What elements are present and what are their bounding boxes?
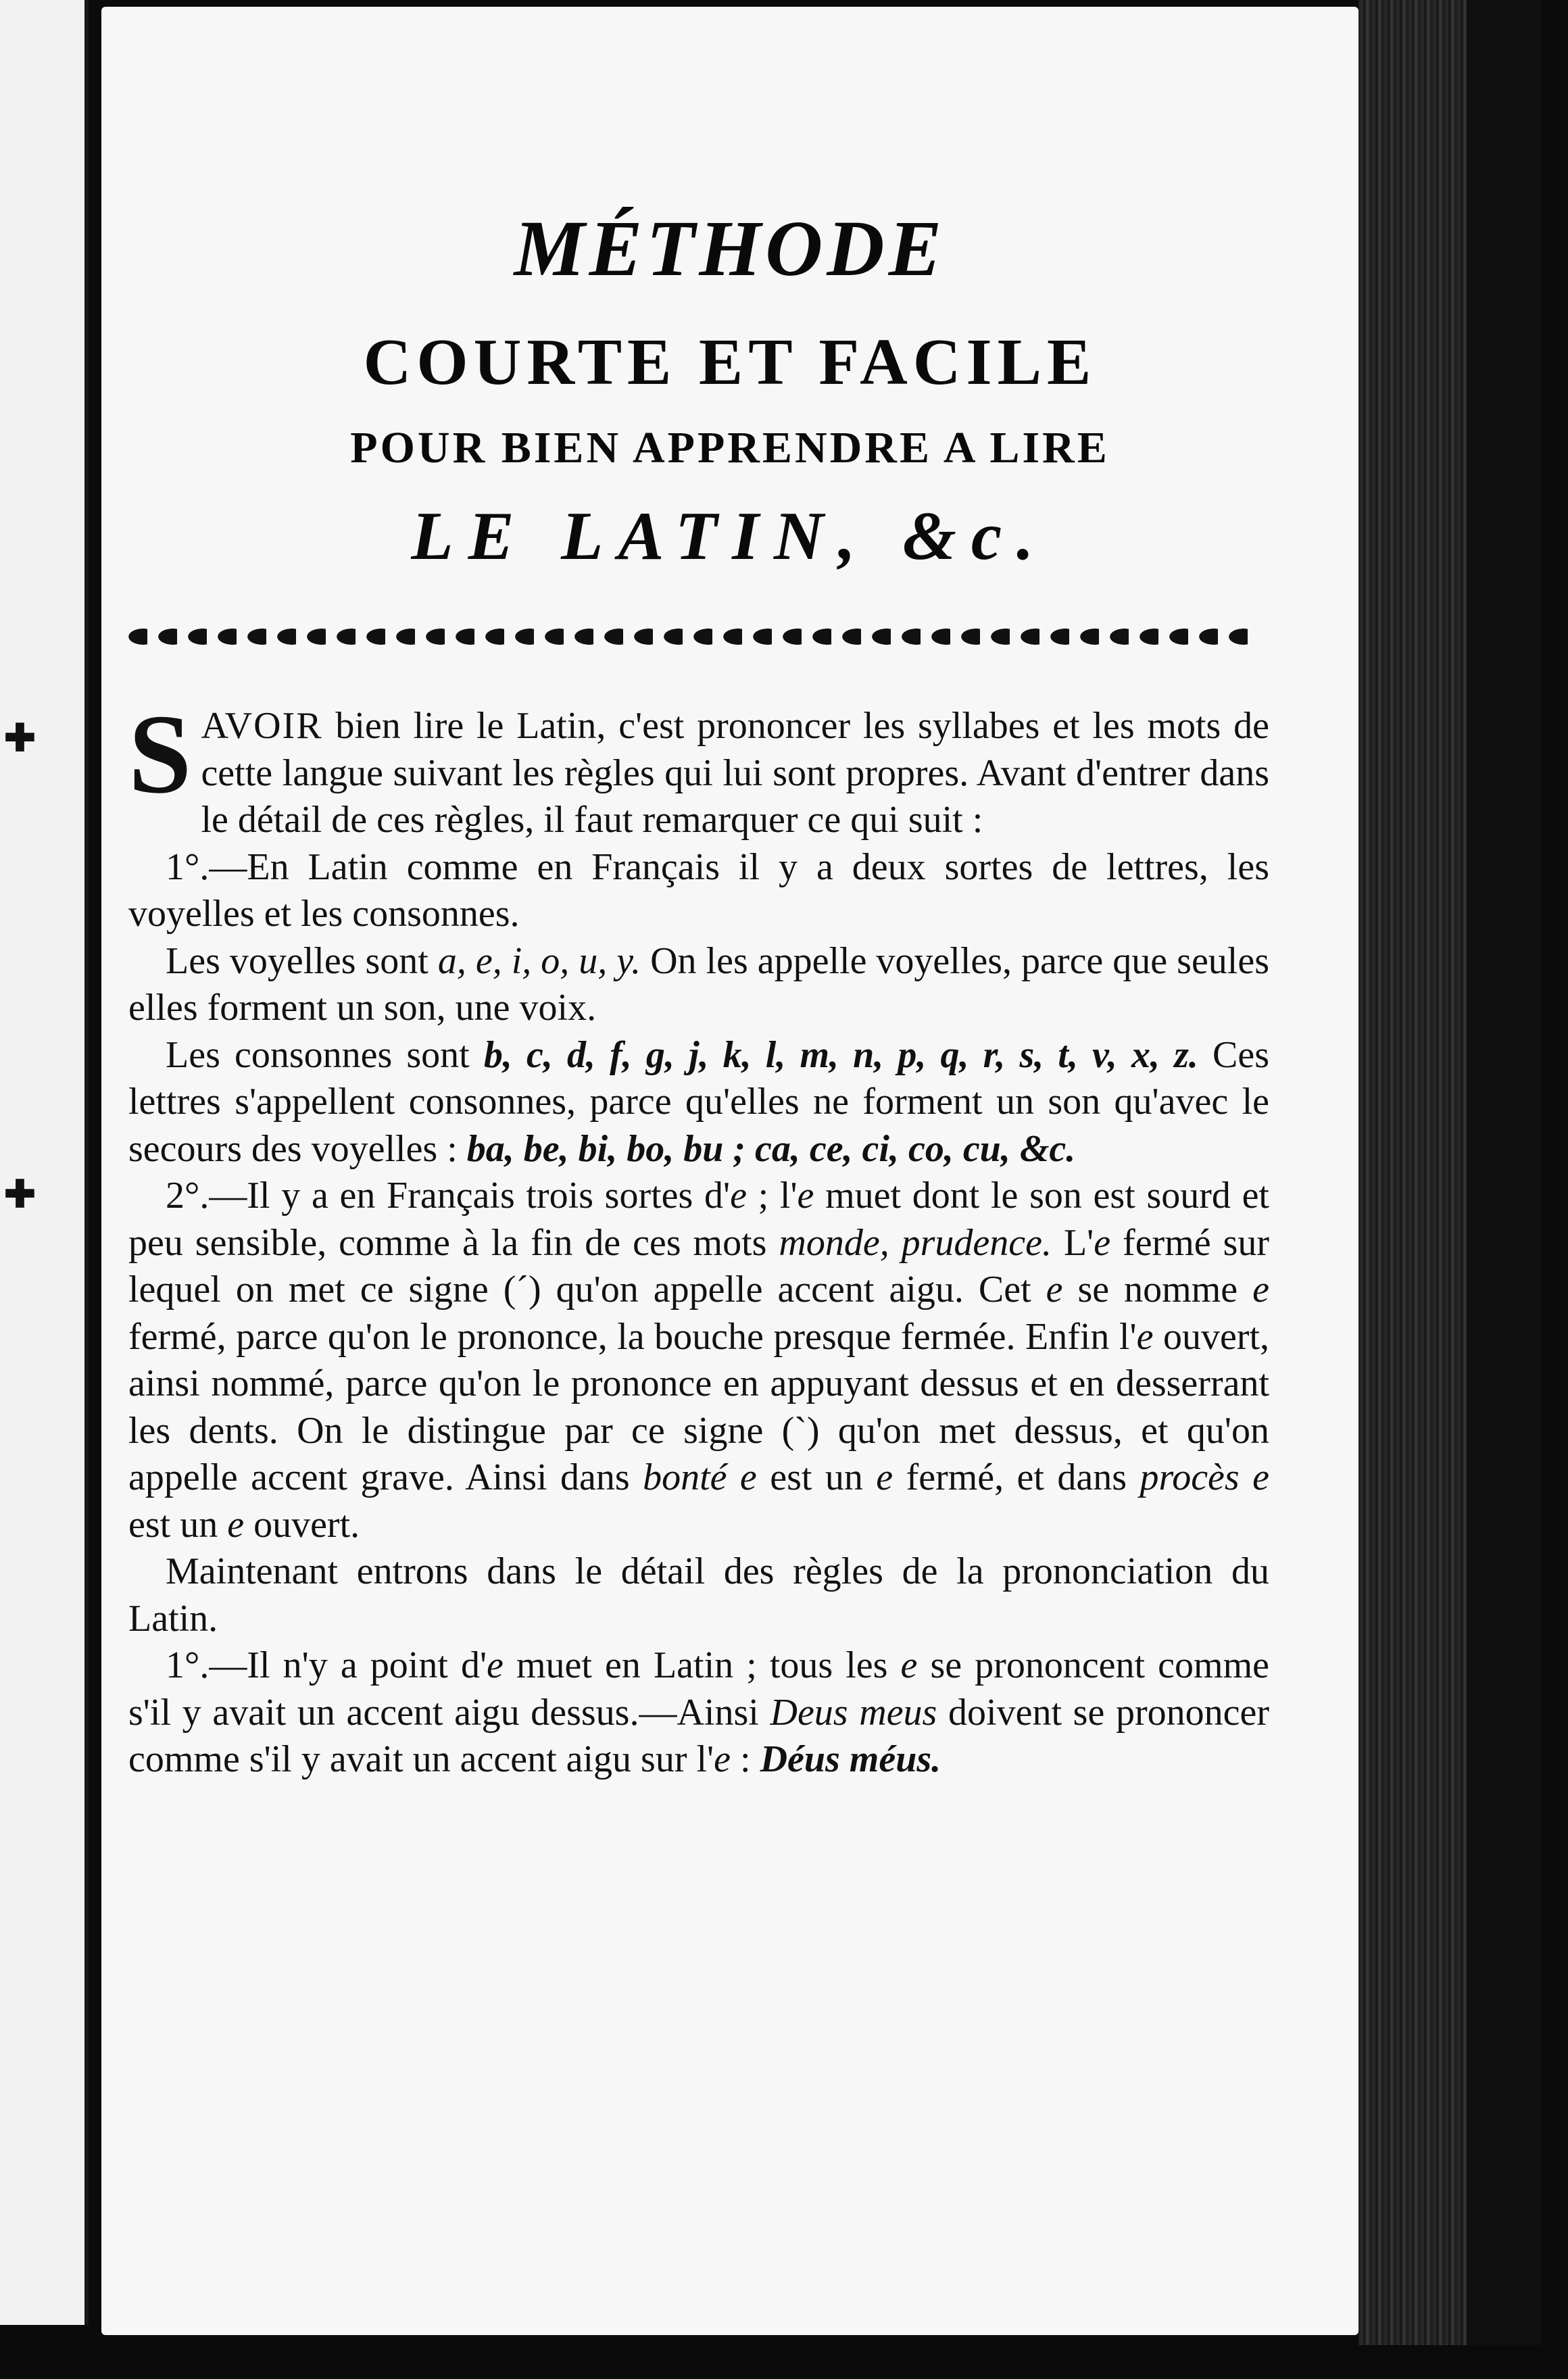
paragraph-6: Maintenant entrons dans le détail des règles de la prononciation du Latin.: [128, 1550, 1269, 1640]
margin-cross-mark: ✚: [4, 718, 36, 760]
italic-text: e: [714, 1738, 731, 1780]
paragraph-4: [128, 1032, 1269, 1173]
italic-text: Deus meus: [770, 1691, 937, 1734]
title-line-2: COURTE ET FACILE: [363, 326, 1097, 399]
italic-text: ba, be, bi, bo, bu ; ca, ce, ci, co, cu, &c.: [466, 1127, 1076, 1170]
paragraph-5: [128, 1173, 1269, 1548]
body-text: [128, 691, 1270, 1784]
italic-text: e: [876, 1456, 893, 1498]
italic-text: procès e: [1140, 1456, 1269, 1498]
italic-text: e: [1136, 1315, 1154, 1358]
title-line-4: LE LATIN, &c.: [411, 498, 1049, 574]
italic-text: monde, prudence.: [779, 1221, 1052, 1264]
ornamental-rule: [128, 625, 1257, 648]
text: ; l': [746, 1175, 798, 1217]
text: est un: [128, 1503, 228, 1546]
paragraph-3: [128, 938, 1269, 1032]
text: ouvert, ainsi nommé, parce qu'on le prononce en appuyant dessus et en desserrant les dents. On le distingue par ce signe (`) qu'on met dessus, et qu'on appelle accent grave. Ainsi dans: [128, 1315, 1269, 1498]
italic-text: bonté e: [643, 1456, 757, 1498]
text: fermé sur lequel on met ce signe (´) qu'on appelle accent aigu. Cet: [128, 1221, 1270, 1310]
small-caps-word: AVOIR: [201, 705, 323, 747]
text: se nomme: [1062, 1269, 1253, 1310]
italic-text: e: [1094, 1221, 1111, 1264]
text: 1°.—Il n'y a point d': [166, 1644, 487, 1686]
text: doivent se prononcer comme s'il y avait un accent aigu sur l': [128, 1691, 1269, 1780]
text: On les appelle voyelles, parce que seules elles forment un son, une voix.: [128, 939, 1270, 1029]
text: Ces lettres s'appellent consonnes, parce qu'elles ne forment un son qu'avec le secours des voyelles :: [128, 1033, 1269, 1170]
text: est un: [756, 1456, 877, 1498]
italic-text: e: [900, 1644, 918, 1686]
text: fermé, parce qu'on le prononce, la bouche presque fermée. Enfin l': [128, 1315, 1137, 1358]
facing-page-edge: [0, 0, 89, 2325]
italic-text: e: [1046, 1269, 1063, 1310]
drop-cap: S: [128, 691, 192, 817]
text: 2°.—Il y a en Français trois sortes d': [166, 1175, 731, 1217]
book-page-edge: [1358, 0, 1541, 2345]
text: muet dont le son est sourd et peu sensible, comme à la fin de ces mots: [128, 1175, 1269, 1264]
paragraph-7: [128, 1642, 1269, 1784]
title-line-1: MÉTHODE: [514, 204, 946, 293]
italic-text: e: [227, 1503, 245, 1546]
paragraph-2: 1°.—En Latin comme en Français il y a deux sortes de lettres, les voyelles et les consonnes.: [128, 845, 1269, 935]
margin-cross-mark: ✚: [4, 1174, 36, 1216]
text: bien lire le Latin, c'est prononcer les syllabes et les mots de cette langue suivant les règles qui lui sont propres. Avant d'entrer dans le détail de ces règles, il faut remarquer ce qui suit :: [201, 705, 1269, 841]
italic-text: e: [797, 1175, 814, 1217]
text: Les voyelles sont: [166, 939, 438, 982]
paragraph-1: [128, 691, 1269, 844]
text: se prononcent comme s'il y avait un accent aigu dessus.—Ainsi: [128, 1644, 1269, 1734]
italic-text: e: [1252, 1269, 1269, 1310]
text: Les consonnes sont: [166, 1033, 484, 1076]
text: :: [731, 1738, 760, 1780]
italic-text: e: [487, 1644, 504, 1686]
title-line-3: POUR BIEN APPRENDRE A LIRE: [350, 423, 1110, 472]
italic-text: b, c, d, f, g, j, k, l, m, n, p, q, r, s, t, v, x, z.: [483, 1033, 1198, 1076]
text: fermé, et dans: [893, 1456, 1140, 1498]
italic-text: Déus méus.: [760, 1738, 941, 1780]
text: ouvert.: [244, 1503, 360, 1546]
italic-text: a, e, i, o, u, y.: [437, 939, 641, 982]
italic-text: e: [730, 1175, 747, 1217]
text: muet en Latin ; tous les: [503, 1644, 901, 1686]
text: L': [1052, 1221, 1094, 1264]
